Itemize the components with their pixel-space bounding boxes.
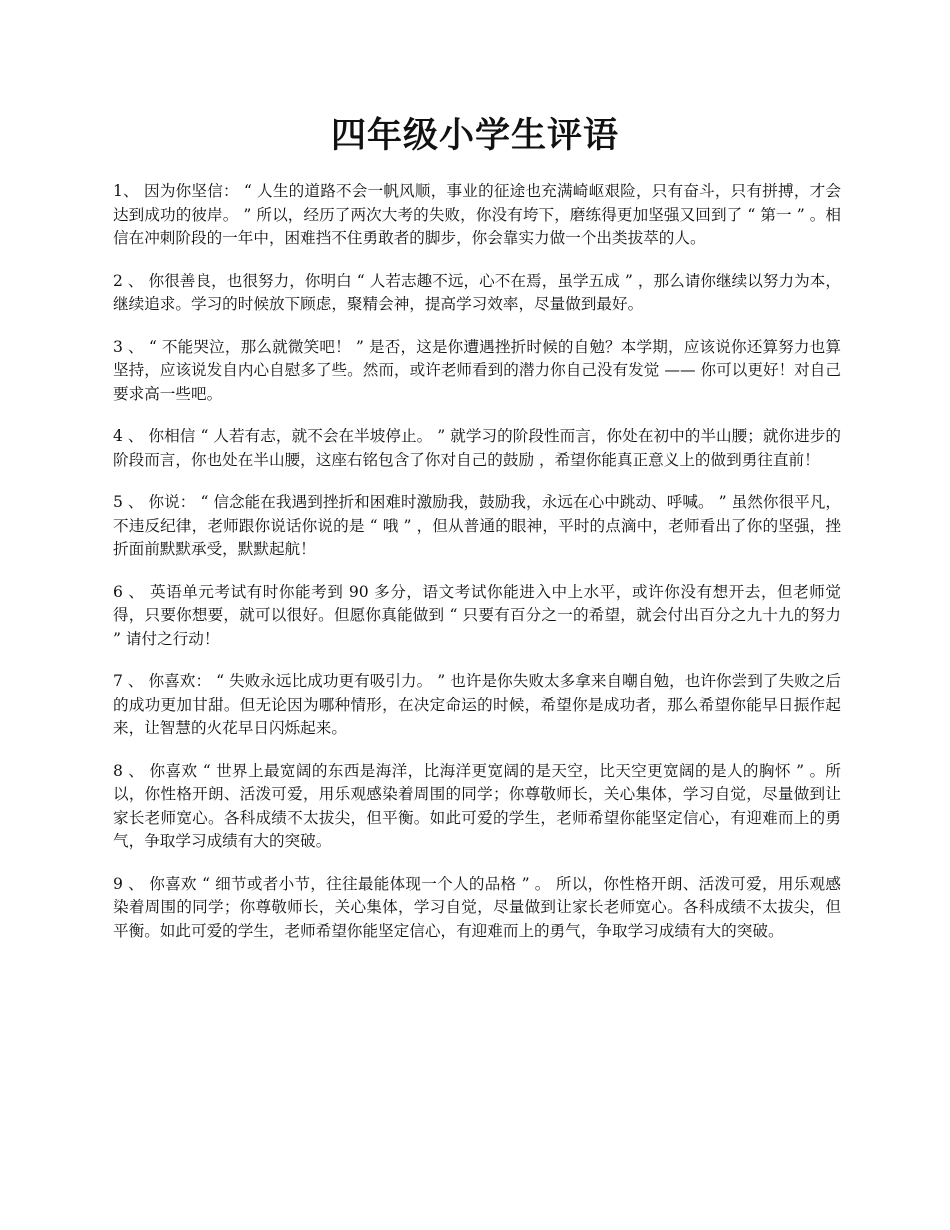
- page-title: 四年级小学生评语: [330, 115, 619, 156]
- comment-paragraph-5: 5 、 你说： “ 信念能在我遇到挫折和困难时激励我，鼓励我，永远在心中跳动、呼喊。 ” 虽然你很平凡，不违反纪律，老师跟你说话你说的是 “ 哦 ” ，但从普通的眼神，平时的点滴中，老师看出了你的坚强，挫折面前默默承受，默默起航！: [113, 493, 841, 558]
- comment-paragraph-1: 1、 因为你坚信： “ 人生的道路不会一帆风顺，事业的征途也充满崎岖艰险，只有奋斗，只有拼搏，才会达到成功的彼岸。 ” 所以，经历了两次大考的失败，你没有垮下，磨练得更加坚强又回到了 “ 第一 ” 。相信在冲刺阶段的一年中，困难挡不住勇敢者的脚步，你会靠实力做一个出类拔萃的人。: [113, 182, 841, 247]
- comment-paragraph-3: 3 、 “ 不能哭泣，那么就微笑吧！ ” 是否，这是你遭遇挫折时候的自勉？本学期，应该说你还算努力也算坚持，应该说发自内心自慰多了些。然而，或许老师看到的潜力你自己没有发觉 —— 你可以更好！对自己要求高一些吧。: [113, 337, 841, 403]
- document-body: [113, 180, 841, 962]
- comment-paragraph-2: 2 、 你很善良，也很努力，你明白 “ 人若志趣不远，心不在焉，虽学五成 ” ，那么请你继续以努力为本，继续追求。学习的时候放下顾虑，聚精会神，提高学习效率，尽量做到最好。: [113, 271, 841, 313]
- comment-paragraph-4: 4 、 你相信 “ 人若有志，就不会在半坡停止。 ” 就学习的阶段性而言，你处在初中的半山腰；就你进步的阶段而言，你也处在半山腰，这座右铭包含了你对自己的鼓励 ，希望你能真正意义上的做到勇往直前！: [113, 427, 841, 469]
- comment-paragraph-6: 6 、 英语单元考试有时你能考到 90 多分，语文考试你能进入中上水平，或许你没有想开去，但老师觉得，只要你想要，就可以很好。但愿你真能做到 “ 只要有百分之一的希望，就会付出百分之九十九的努力 ” 请付之行动！: [113, 582, 841, 648]
- comment-paragraph-9: 9 、 你喜欢 “ 细节或者小节，往往最能体现一个人的品格 ” 。 所以，你性格开朗、活泼可爱，用乐观感染着周围的同学；你尊敬师长，关心集体，学习自觉，尽量做到让家长老师宽心。各科成绩不太拔尖，但平衡。如此可爱的学生，老师希望你能坚定信心，有迎难而上的勇气，争取学习成绩有大的突破。: [113, 874, 841, 940]
- comment-paragraph-7: 7 、 你喜欢： “ 失败永远比成功更有吸引力。 ” 也许是你失败太多拿来自嘲自勉，也许你尝到了失败之后的成功更加甘甜。但无论因为哪种情形，在决定命运的时候，希望你是成功者，那么希望你能早日振作起来，让智慧的火花早日闪烁起来。: [113, 672, 841, 737]
- comment-paragraph-8: 8 、 你喜欢 “ 世界上最宽阔的东西是海洋，比海洋更宽阔的是天空，比天空更宽阔的是人的胸怀 ” 。所以，你性格开朗、活泼可爱，用乐观感染着周围的同学；你尊敬师长，关心集体，学习自觉，尽量做到让家长老师宽心。各科成绩不太拔尖，但平衡。如此可爱的学生，老师希望你能坚定信心，有迎难而上的勇气，争取学习成绩有大的突破。: [113, 761, 841, 850]
